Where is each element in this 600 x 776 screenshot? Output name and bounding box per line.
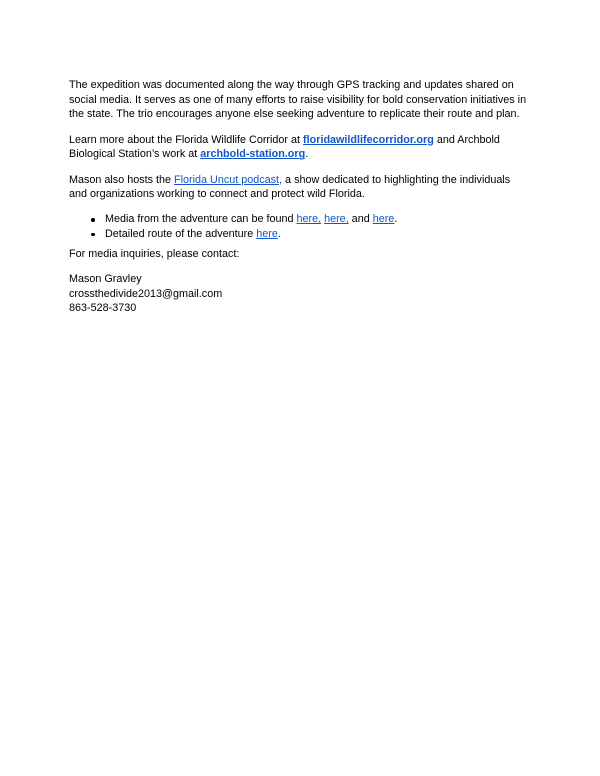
text-run: . <box>277 228 281 241</box>
text-run: Detailed route of the adventure <box>105 228 257 241</box>
paragraph-expedition <box>69 78 529 122</box>
text-run: and Archbold Biological Station’s work at <box>69 133 500 161</box>
archbold-station-link[interactable]: archbold-station.org <box>200 148 306 161</box>
text-run: Media from the adventure can be found <box>105 213 297 226</box>
florida-uncut-podcast-link[interactable]: Florida Uncut podcast, <box>174 173 283 186</box>
media-here-link-2[interactable]: here, <box>324 213 349 226</box>
text-run: The expedition was documented along the way through GPS tracking and updates shared on social media. It serves as one of many efforts to raise visibility for bold conservation initiatives in the state. The trio encourages anyone else seeking adventure to replicate their route and plan. <box>69 79 527 121</box>
media-here-link-1[interactable]: here, <box>296 213 322 226</box>
text-run: a show dedicated to highlighting the individuals and organizations working to connect and protect wild Florida. <box>69 173 511 201</box>
contact-name: Mason Gravley <box>69 273 142 286</box>
paragraph-podcast <box>69 173 529 202</box>
list-item-media <box>69 212 529 227</box>
adventure-links-list <box>69 212 529 241</box>
contact-email: crossthedivide2013@gmail.com <box>69 287 223 300</box>
text-run: Learn more about the Florida Wildlife Corridor at <box>69 133 304 146</box>
media-here-link-3[interactable]: here <box>372 213 395 226</box>
paragraph-media-inquiries: For media inquiries, please contact: <box>69 247 240 260</box>
route-here-link[interactable]: here <box>256 228 278 241</box>
text-run: Mason also hosts the <box>69 173 175 186</box>
contact-phone: 863-528-3730 <box>69 302 137 315</box>
paragraph-learn-more <box>69 133 529 162</box>
list-item-route <box>69 227 529 242</box>
text-run: . <box>394 213 398 226</box>
contact-block <box>69 272 529 316</box>
floridawildlifecorridor-link[interactable]: floridawildlifecorridor.org <box>303 133 434 146</box>
text-run: . <box>305 148 309 161</box>
text-run: and <box>348 213 373 226</box>
